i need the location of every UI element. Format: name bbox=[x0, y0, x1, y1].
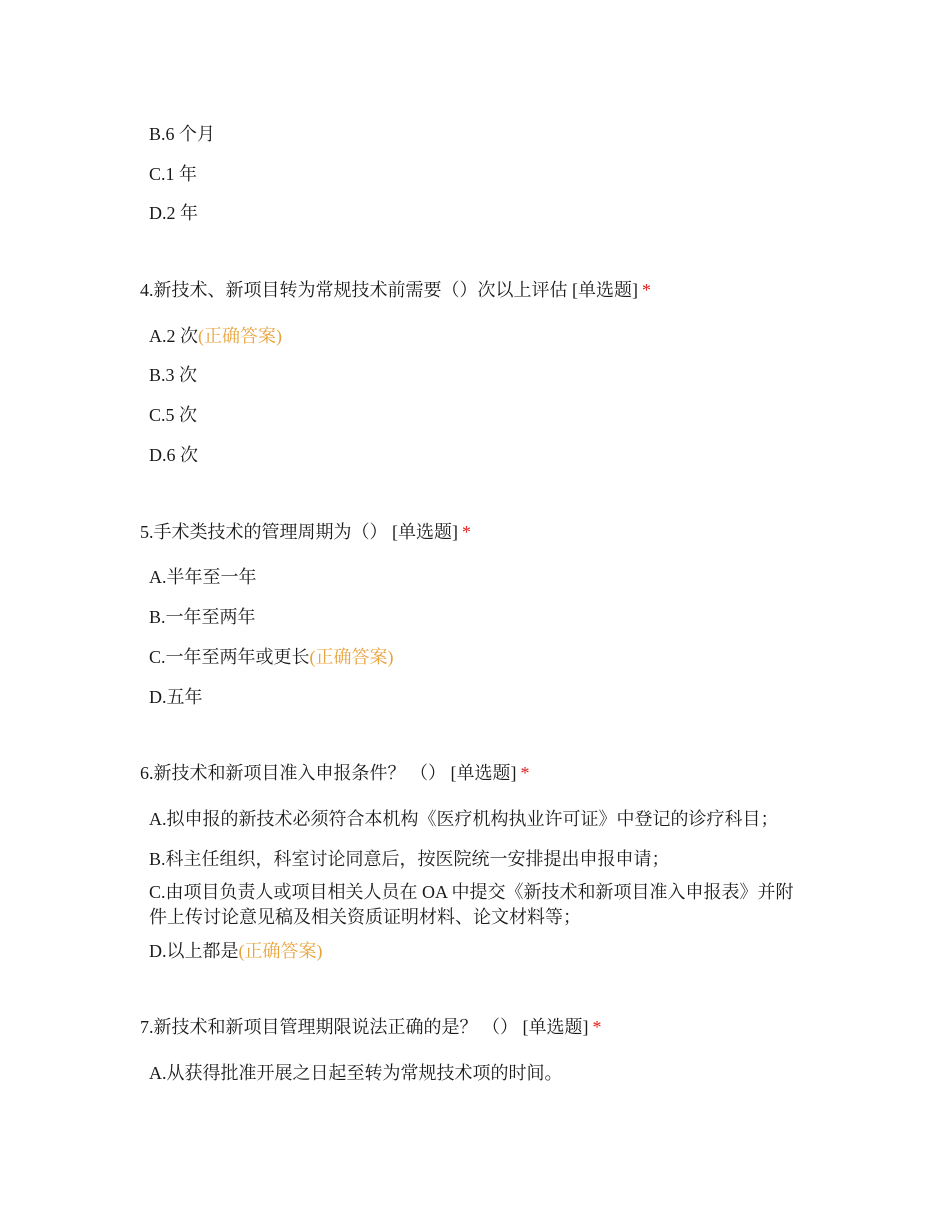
q5-option-d[interactable]: D.五年 bbox=[149, 687, 203, 707]
q6-option-c[interactable]: C.由项目负责人或项目相关人员在 OA 中提交《新技术和新项目准入申报表》并附件上传讨论意见稿及相关资质证明材料、论文材料等； bbox=[149, 882, 794, 927]
required-mark: * bbox=[642, 280, 651, 300]
q5-option-c[interactable]: C.一年至两年或更长(正确答案) bbox=[149, 647, 394, 667]
required-mark: * bbox=[520, 763, 530, 783]
q6-option-d[interactable]: D.以上都是(正确答案) bbox=[149, 941, 323, 961]
q3-option-c[interactable]: C.1 年 bbox=[149, 164, 198, 184]
q3-option-b[interactable]: B.6 个月 bbox=[149, 124, 216, 144]
q6-title: 6.新技术和新项目准入申报条件？ （） [单选题] * bbox=[140, 763, 530, 783]
q4-title: 4.新技术、新项目转为常规技术前需要（）次以上评估 [单选题] * bbox=[140, 280, 651, 300]
required-mark: * bbox=[592, 1017, 602, 1037]
correct-answer-label: (正确答案) bbox=[309, 647, 394, 667]
correct-answer-label: (正确答案) bbox=[198, 326, 282, 346]
q4-option-d[interactable]: D.6 次 bbox=[149, 445, 198, 465]
q4-option-b[interactable]: B.3 次 bbox=[149, 365, 198, 385]
q7-title: 7.新技术和新项目管理期限说法正确的是？ （） [单选题] * bbox=[140, 1017, 602, 1037]
q4-option-a[interactable]: A.2 次(正确答案) bbox=[149, 326, 282, 346]
correct-answer-label: (正确答案) bbox=[238, 941, 323, 961]
q7-option-a[interactable]: A.从获得批准开展之日起至转为常规技术项的时间。 bbox=[149, 1063, 563, 1083]
q4-option-c[interactable]: C.5 次 bbox=[149, 405, 198, 425]
q6-option-b[interactable]: B.科主任组织，科室讨论同意后，按医院统一安排提出申报申请； bbox=[149, 849, 670, 869]
q5-option-b[interactable]: B.一年至两年 bbox=[149, 607, 256, 627]
q5-title: 5.手术类技术的管理周期为（） [单选题] * bbox=[140, 522, 471, 542]
q6-option-a[interactable]: A.拟申报的新技术必须符合本机构《医疗机构执业许可证》中登记的诊疗科目； bbox=[149, 809, 779, 829]
q3-option-d[interactable]: D.2 年 bbox=[149, 203, 198, 223]
q5-option-a[interactable]: A.半年至一年 bbox=[149, 567, 257, 587]
required-mark: * bbox=[462, 522, 471, 542]
